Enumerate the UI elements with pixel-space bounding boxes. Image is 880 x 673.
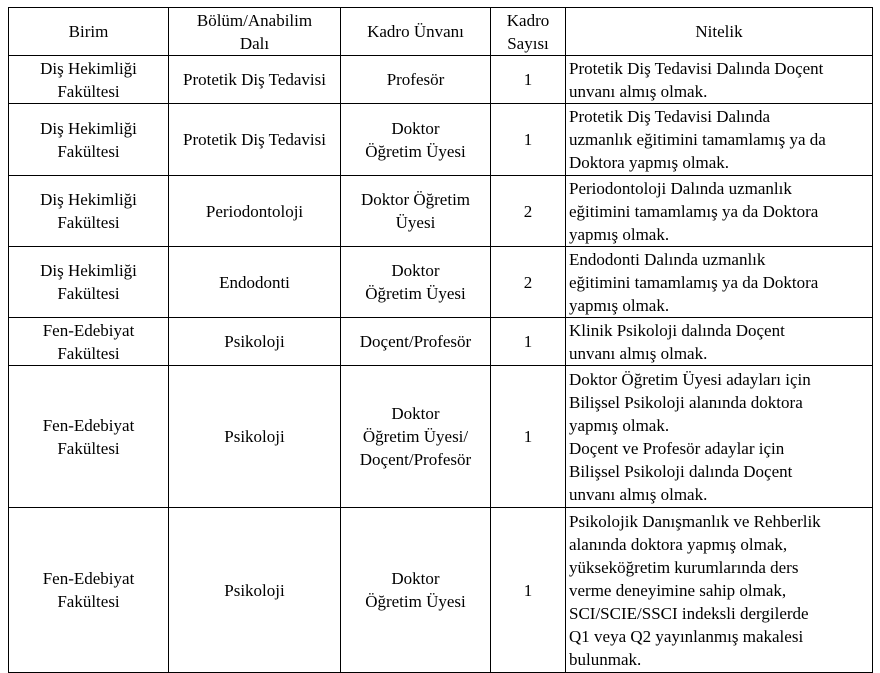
- table-row: [9, 366, 873, 508]
- cell-unvan: Doktor Öğretim Üyesi: [341, 104, 491, 176]
- cell-bolum: Endodonti: [169, 247, 341, 318]
- header-bolum: Bölüm/Anabilim Dalı: [169, 8, 341, 56]
- cell-sayi: 1: [491, 104, 566, 176]
- cell-nitelik: Klinik Psikoloji dalında Doçent unvanı almış olmak.: [566, 318, 873, 366]
- cell-nitelik: Endodonti Dalında uzmanlık eğitimini tamamlamış ya da Doktora yapmış olmak.: [566, 247, 873, 318]
- cell-sayi: 1: [491, 318, 566, 366]
- cell-unvan: Doktor Öğretim Üyesi: [341, 176, 491, 247]
- cell-bolum: Psikoloji: [169, 508, 341, 673]
- cell-bolum: Psikoloji: [169, 366, 341, 508]
- table-row: [9, 104, 873, 176]
- cell-birim: Fen-Edebiyat Fakültesi: [9, 318, 169, 366]
- cell-birim: Diş Hekimliği Fakültesi: [9, 176, 169, 247]
- cell-birim: Fen-Edebiyat Fakültesi: [9, 508, 169, 673]
- cell-bolum: Protetik Diş Tedavisi: [169, 104, 341, 176]
- table-row: [9, 247, 873, 318]
- cell-birim: Diş Hekimliği Fakültesi: [9, 56, 169, 104]
- cell-birim: Diş Hekimliği Fakültesi: [9, 247, 169, 318]
- cell-bolum: Psikoloji: [169, 318, 341, 366]
- cell-birim: Diş Hekimliği Fakültesi: [9, 104, 169, 176]
- cell-unvan: Profesör: [341, 56, 491, 104]
- cell-sayi: 2: [491, 176, 566, 247]
- table-row: [9, 56, 873, 104]
- cell-unvan: Doktor Öğretim Üyesi: [341, 508, 491, 673]
- cell-bolum: Periodontoloji: [169, 176, 341, 247]
- cell-nitelik: Psikolojik Danışmanlık ve Rehberlik alanında doktora yapmış olmak, yükseköğretim kurumlarında ders verme deneyimine sahip olmak, SCI/SCIE/SSCI indeksli dergilerde Q1 veya Q2 yayınlanmış makalesi bulunmak.: [566, 508, 873, 673]
- cell-nitelik: Periodontoloji Dalında uzmanlık eğitimini tamamlamış ya da Doktora yapmış olmak.: [566, 176, 873, 247]
- table-row: [9, 176, 873, 247]
- cell-nitelik: Doktor Öğretim Üyesi adayları için Bilişsel Psikoloji alanında doktora yapmış olmak. Doçent ve Profesör adaylar için Bilişsel Psikoloji dalında Doçent unvanı almış olmak.: [566, 366, 873, 508]
- header-unvan: Kadro Ünvanı: [341, 8, 491, 56]
- header-nitelik: Nitelik: [566, 8, 873, 56]
- cell-sayi: 2: [491, 247, 566, 318]
- header-row: [9, 8, 873, 56]
- cell-sayi: 1: [491, 366, 566, 508]
- header-birim: Birim: [9, 8, 169, 56]
- cell-unvan: Doçent/Profesör: [341, 318, 491, 366]
- cell-sayi: 1: [491, 508, 566, 673]
- cell-sayi: 1: [491, 56, 566, 104]
- cell-nitelik: Protetik Diş Tedavisi Dalında uzmanlık eğitimini tamamlamış ya da Doktora yapmış olmak.: [566, 104, 873, 176]
- cell-unvan: Doktor Öğretim Üyesi: [341, 247, 491, 318]
- table-row: [9, 508, 873, 673]
- kadro-table: [8, 7, 873, 673]
- header-sayi: Kadro Sayısı: [491, 8, 566, 56]
- cell-bolum: Protetik Diş Tedavisi: [169, 56, 341, 104]
- table-row: [9, 318, 873, 366]
- cell-nitelik: Protetik Diş Tedavisi Dalında Doçent unvanı almış olmak.: [566, 56, 873, 104]
- cell-unvan: Doktor Öğretim Üyesi/ Doçent/Profesör: [341, 366, 491, 508]
- cell-birim: Fen-Edebiyat Fakültesi: [9, 366, 169, 508]
